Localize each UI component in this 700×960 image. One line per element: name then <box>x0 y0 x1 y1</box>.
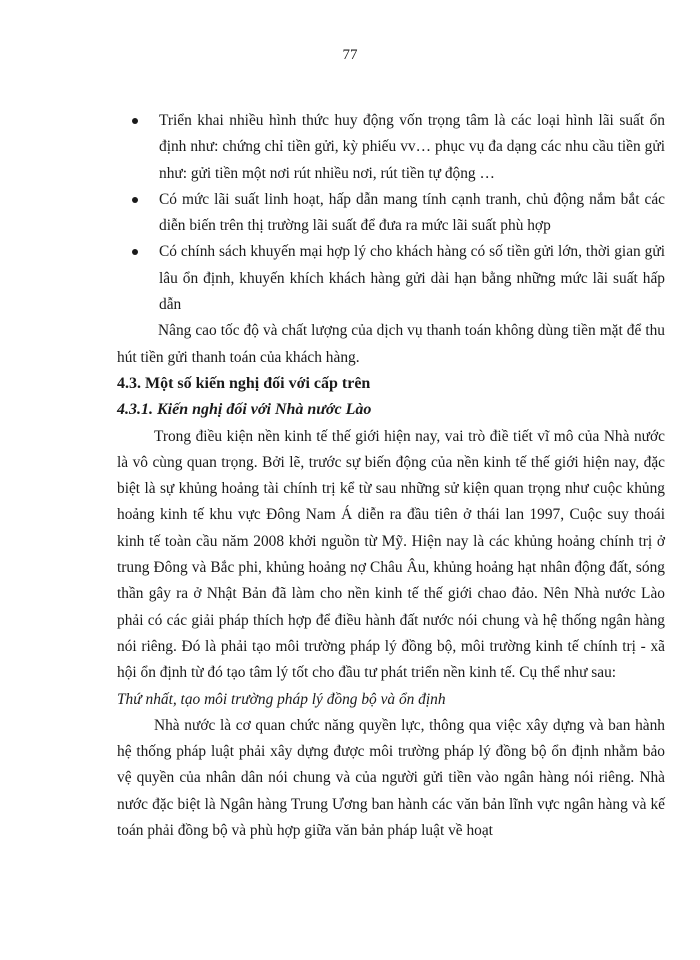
bullet-text: Có chính sách khuyến mại hợp lý cho khách hàng có số tiền gửi lớn, thời gian gửi lâu ổn định, khuyến khích khách hàng gửi dài hạn bằng những mức lãi suất hấp dẫn <box>159 243 665 314</box>
bullet-text: Có mức lãi suất linh hoạt, hấp dẫn mang tính cạnh tranh, chủ động nắm bắt các diễn biến trên thị trường lãi suất để đưa ra mức lãi suất phù hợp <box>159 190 665 235</box>
page-number: 77 <box>342 47 358 63</box>
paragraph-legal-environment: Nhà nước là cơ quan chức năng quyền lực, thông qua việc xây dựng và ban hành hệ thống pháp luật phải xây dựng được môi trường pháp lý đồng bộ ổn định nhằm bảo vệ quyền của nhân dân nói chung và của người gửi tiền vào ngân hàng nói riêng. Nhà nước đặc biệt là Ngân hàng Trung Ương ban hành các văn bản lĩnh vực ngân hàng và kế toán phải đồng bộ và phù hợp giữa văn bản pháp luật về hoạt <box>117 716 665 840</box>
subsection-heading: 4.3.1. Kiến nghị đối với Nhà nước Lào <box>117 401 372 419</box>
bullet-text: Triển khai nhiều hình thức huy động vốn trọng tâm là các loại hình lãi suất ổn định như: chứng chỉ tiền gửi, kỳ phiếu vv… phục vụ đa dạng các nhu cầu tiền gửi như: gửi tiền một nơi rút nhiều nơi, rút tiền tự động … <box>159 112 665 182</box>
list-item <box>117 187 665 240</box>
paragraph-payment-service: Nâng cao tốc độ và chất lượng của dịch vụ thanh toán không dùng tiền mặt để thu hút tiền gửi thanh toán của khách hàng. <box>117 322 665 366</box>
list-item <box>117 108 665 187</box>
section-heading: 4.3. Một số kiến nghị đối với cấp trên <box>117 374 371 392</box>
bullet-icon <box>132 118 138 124</box>
document-body <box>117 108 665 844</box>
point-heading: Thứ nhất, tạo môi trường pháp lý đồng bộ và ổn định <box>117 690 446 708</box>
bullet-icon <box>132 197 138 203</box>
list-item <box>117 239 665 318</box>
paragraph-economic-context: Trong điều kiện nền kinh tế thế giới hiện nay, vai trò điề tiết vĩ mô của Nhà nước là vô cùng quan trọng. Bởi lẽ, trước sự biến động của nền kinh tế thế giới hiện nay, đặc biệt là sự khủng hoảng tài chính trị kể từ sau những sử kiện quan trọng như cuộc khủng hoảng kinh tế khu vực Đông Nam Á diễn ra đầu tiên ở thái lan 1997, Cuộc suy thoái kinh tế toàn cầu năm 2008 khởi nguồn từ Mỹ. Hiện nay là các khủng hoảng chính trị ở trung Đông và Bắc phi, khủng hoảng nợ Châu Âu, khủng hoảng hạt nhân động đất, sóng thần gây ra ở Nhật Bản đã làm cho nền kinh tế thế giới chao đảo. Nên Nhà nước Lào phải có các giải pháp thích hợp để điều hành đất nước nói chung và hệ thống ngân hàng nói riêng. Đó là phải tạo môi trường pháp lý đồng bộ, môi trường kinh tế chính trị - xã hội ổn định từ đó tạo tâm lý tốt cho đầu tư phát triển nền kinh tế. Cụ thể như sau: <box>117 427 665 682</box>
bullet-list <box>117 108 665 318</box>
bullet-icon <box>132 249 138 255</box>
